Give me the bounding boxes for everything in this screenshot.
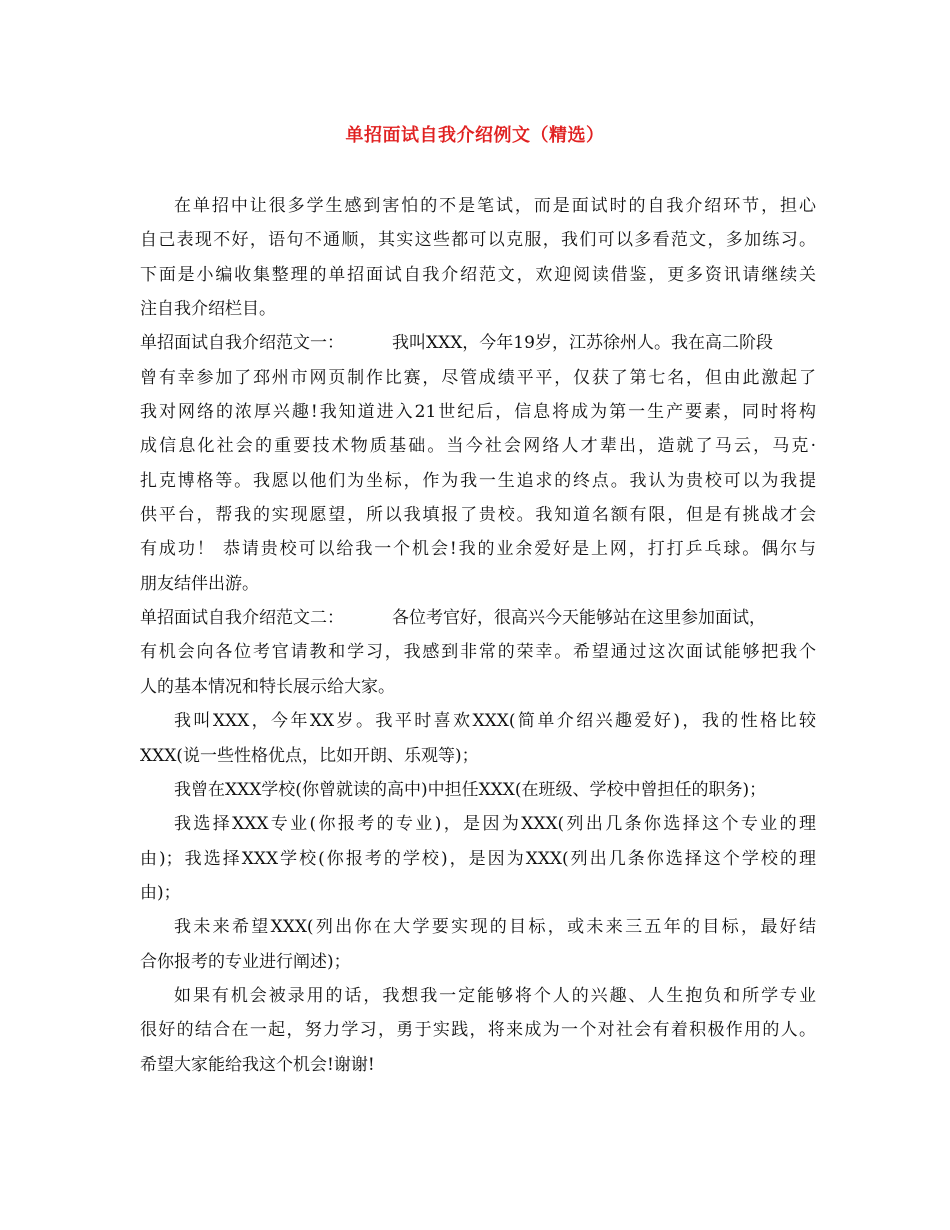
paragraph-line: 我曾在XXX学校(你曾就读的高中)中担任XXX(在班级、学校中曾担任的职务)；: [174, 779, 767, 800]
document-body: [140, 189, 816, 1082]
section-heading: 单招面试自我介绍范文一：: [140, 333, 344, 354]
paragraph-line: 曾有幸参加了邳州市网页制作比赛，尽管成绩平平，仅获了第七名，但由此激起了: [140, 367, 816, 388]
paragraph-line: 我选择XXX专业(你报考的专业)，是因为XXX(列出几条你选择这个专业的理: [174, 814, 816, 835]
section-heading-line: [140, 326, 816, 360]
paragraph-line: 朋友结伴出游。: [140, 573, 259, 594]
paragraph-line: XXX(说一些性格优点，比如开朗、乐观等)；: [140, 745, 479, 766]
paragraph-line: 希望大家能给我这个机会!谢谢!: [140, 1054, 375, 1075]
paragraph-line: 下面是小编收集整理的单招面试自我介绍范文，欢迎阅读借鉴，更多资讯请继续关: [140, 264, 816, 285]
paragraph-line: 注自我介绍栏目。: [140, 299, 276, 320]
paragraph-text: 我叫XXX，今年19岁，江苏徐州人。我在高二阶段: [392, 333, 773, 354]
paragraph-line: 由)；我选择XXX学校(你报考的学校)，是因为XXX(列出几条你选择这个学校的理: [140, 848, 816, 869]
paragraph-line: 很好的结合在一起，努力学习，勇于实践，将来成为一个对社会有着积极作用的人。: [140, 1020, 816, 1041]
section-heading: 单招面试自我介绍范文二：: [140, 608, 344, 629]
paragraph-line: 有机会向各位考官请教和学习，我感到非常的荣幸。希望通过这次面试能够把我个: [140, 642, 816, 663]
paragraph-line: 在单招中让很多学生感到害怕的不是笔试，而是面试时的自我介绍环节，担心: [174, 196, 816, 216]
paragraph-line: 人的基本情况和特长展示给大家。: [140, 676, 395, 697]
paragraph-line: 我叫XXX，今年XX岁。我平时喜欢XXX(简单介绍兴趣爱好)，我的性格比较: [174, 711, 816, 732]
document-title: 单招面试自我介绍例文（精选）: [345, 125, 605, 146]
paragraph-line: 扎克博格等。我愿以他们为坐标，作为我一生追求的终点。我认为贵校可以为我提: [140, 470, 816, 491]
paragraph-line: 成信息化社会的重要技术物质基础。当今社会网络人才辈出，造就了马云，马克·: [140, 436, 816, 457]
paragraph-line: 如果有机会被录用的话，我想我一定能够将个人的兴趣、人生抱负和所学专业: [174, 985, 816, 1006]
paragraph-line: 有成功！ 恭请贵校可以给我一个机会!我的业余爱好是上网，打打乒乓球。偶尔与: [140, 539, 816, 560]
paragraph-line: 我未来希望XXX(列出你在大学要实现的目标，或未来三五年的目标，最好结: [174, 917, 816, 938]
paragraph-line: 自己表现不好，语句不通顺，其实这些都可以克服，我们可以多看范文，多加练习。: [140, 230, 816, 251]
paragraph-text: 各位考官好，很高兴今天能够站在这里参加面试，: [392, 608, 766, 629]
paragraph-line: 合你报考的专业进行阐述)；: [140, 951, 351, 972]
paragraph-line: 由)；: [140, 882, 181, 903]
paragraph-line: 我对网络的浓厚兴趣!我知道进入21世纪后，信息将成为第一生产要素，同时将构: [140, 402, 816, 423]
paragraph-line: 供平台，帮我的实现愿望，所以我填报了贵校。我知道名额有限，但是有挑战才会: [140, 505, 816, 526]
section-heading-line: [140, 601, 816, 635]
